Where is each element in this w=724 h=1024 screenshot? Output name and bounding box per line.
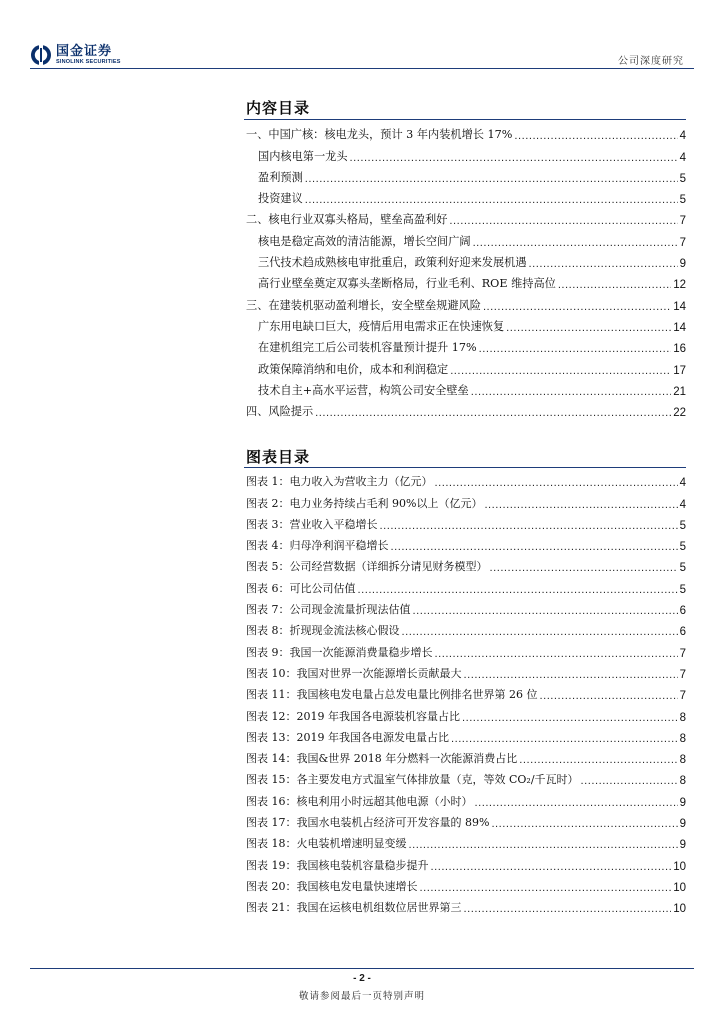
figure-entry-page: 5 bbox=[679, 519, 686, 532]
figure-entry-page: 10 bbox=[673, 881, 686, 894]
contents-entry[interactable] bbox=[246, 249, 686, 270]
figure-entry-page: 4 bbox=[679, 477, 686, 490]
figure-entry-label: 图表 17：我国水电装机占经济可开发容量的 89% bbox=[246, 816, 490, 830]
figure-entry-page: 7 bbox=[679, 668, 686, 681]
contents-title: 内容目录 bbox=[246, 99, 311, 117]
leader-dots bbox=[529, 258, 678, 270]
leader-dots bbox=[305, 194, 678, 206]
figure-entry[interactable] bbox=[246, 787, 686, 808]
figure-entry-page: 5 bbox=[679, 583, 686, 596]
leader-dots bbox=[315, 407, 671, 419]
figure-entry[interactable] bbox=[246, 596, 686, 617]
figure-entry-page: 8 bbox=[679, 775, 686, 788]
contents-entry-page: 14 bbox=[673, 300, 686, 313]
figure-entry-label: 图表 2：电力业务持续占毛利 90%以上（亿元） bbox=[246, 496, 483, 510]
contents-entry[interactable] bbox=[246, 291, 686, 312]
leader-dots bbox=[471, 386, 671, 398]
contents-entry-page: 17 bbox=[673, 364, 686, 377]
figure-entry-label: 图表 7：公司现金流量折现法估值 bbox=[246, 603, 411, 617]
footer-divider bbox=[30, 968, 694, 969]
contents-list bbox=[246, 121, 686, 419]
figure-entry-page: 8 bbox=[679, 754, 686, 767]
figure-entry-label: 图表 3：营业收入平稳增长 bbox=[246, 517, 378, 531]
figure-entry[interactable] bbox=[246, 660, 686, 681]
page-header bbox=[0, 0, 724, 72]
leader-dots bbox=[449, 215, 677, 227]
figure-entry[interactable] bbox=[246, 553, 686, 574]
contents-entry-label: 一、中国广核：核电龙头，预计 3 年内装机增长 17% bbox=[246, 128, 513, 142]
contents-entry-page: 12 bbox=[673, 279, 686, 292]
leader-dots bbox=[483, 301, 671, 313]
contents-entry-page: 5 bbox=[679, 194, 686, 207]
leader-dots bbox=[519, 754, 677, 766]
contents-entry-label: 盈利预测 bbox=[258, 170, 303, 184]
leader-dots bbox=[462, 712, 678, 724]
figure-entry-label: 图表 9：我国一次能源消费量稳步增长 bbox=[246, 645, 433, 659]
contents-entry[interactable] bbox=[246, 313, 686, 334]
leader-dots bbox=[491, 818, 677, 830]
leader-dots bbox=[451, 733, 678, 745]
figure-entry[interactable] bbox=[246, 873, 686, 894]
figure-entry[interactable] bbox=[246, 830, 686, 851]
contents-entry-label: 投资建议 bbox=[258, 192, 303, 206]
contents-entry[interactable] bbox=[246, 121, 686, 142]
contents-entry[interactable] bbox=[246, 334, 686, 355]
leader-dots bbox=[431, 861, 672, 873]
figure-entry-label: 图表 15：各主要发电方式温室气体排放量（克，等效 CO₂/千瓦时） bbox=[246, 773, 579, 787]
contents-entry-page: 4 bbox=[679, 151, 686, 164]
figure-entry-label: 图表 20：我国核电发电量快速增长 bbox=[246, 879, 418, 893]
figure-entry[interactable] bbox=[246, 745, 686, 766]
leader-dots bbox=[350, 152, 678, 164]
figure-entry-page: 6 bbox=[679, 605, 686, 618]
figure-entry-label: 图表 5：公司经营数据（详细拆分请见财务模型） bbox=[246, 560, 488, 574]
figure-entry[interactable] bbox=[246, 574, 686, 595]
leader-dots bbox=[413, 605, 678, 617]
contents-entry-page: 9 bbox=[679, 258, 686, 271]
figure-entry[interactable] bbox=[246, 468, 686, 489]
figure-entry[interactable] bbox=[246, 489, 686, 510]
leader-dots bbox=[380, 520, 678, 532]
header-divider bbox=[30, 68, 694, 69]
figure-entry-label: 图表 4：归母净利润平稳增长 bbox=[246, 539, 389, 553]
figure-entry-page: 9 bbox=[679, 818, 686, 831]
figure-entry-label: 图表 6：可比公司估值 bbox=[246, 581, 356, 595]
leader-dots bbox=[581, 775, 678, 787]
leader-dots bbox=[420, 882, 672, 894]
leader-dots bbox=[490, 562, 678, 574]
figure-entry[interactable] bbox=[246, 638, 686, 659]
contents-entry[interactable] bbox=[246, 164, 686, 185]
contents-entry[interactable] bbox=[246, 398, 686, 419]
figure-entry-label: 图表 13：2019 年我国各电源发电量占比 bbox=[246, 730, 449, 744]
contents-entry-page: 7 bbox=[679, 215, 686, 228]
figure-entry[interactable] bbox=[246, 724, 686, 745]
leader-dots bbox=[402, 626, 678, 638]
figure-entry-label: 图表 21：我国在运核电机组数位居世界第三 bbox=[246, 901, 462, 915]
sinolink-logo-icon bbox=[30, 44, 52, 66]
contents-entry-label: 二、核电行业双寡头格局，壁垒高盈利好 bbox=[246, 213, 448, 227]
contents-entry[interactable] bbox=[246, 270, 686, 291]
figure-entry-page: 7 bbox=[679, 647, 686, 660]
leader-dots bbox=[506, 322, 671, 334]
figure-entry[interactable] bbox=[246, 681, 686, 702]
leader-dots bbox=[558, 279, 671, 291]
contents-entry[interactable] bbox=[246, 206, 686, 227]
brand-name-cn: 国金证券 bbox=[56, 43, 113, 59]
figure-entry[interactable] bbox=[246, 511, 686, 532]
figures-title: 图表目录 bbox=[246, 448, 311, 466]
leader-dots bbox=[464, 669, 678, 681]
leader-dots bbox=[409, 839, 678, 851]
contents-entry-label: 广东用电缺口巨大，疫情后用电需求正在快速恢复 bbox=[258, 319, 505, 333]
figure-entry[interactable] bbox=[246, 702, 686, 723]
contents-entry-page: 22 bbox=[673, 407, 686, 420]
brand-logo bbox=[30, 42, 121, 68]
leader-dots bbox=[475, 797, 678, 809]
figure-entry-page: 5 bbox=[679, 541, 686, 554]
figure-entry[interactable] bbox=[246, 617, 686, 638]
leader-dots bbox=[450, 365, 671, 377]
figure-entry-label: 图表 14：我国&世界 2018 年分燃料一次能源消费占比 bbox=[246, 752, 518, 766]
contents-entry-label: 国内核电第一龙头 bbox=[258, 149, 348, 163]
contents-entry-label: 政策保障消纳和电价，成本和利润稳定 bbox=[258, 362, 449, 376]
figure-entry-page: 6 bbox=[679, 626, 686, 639]
contents-entry-page: 21 bbox=[673, 385, 686, 398]
contents-entry[interactable] bbox=[246, 227, 686, 248]
contents-title-rule bbox=[244, 119, 686, 120]
figure-entry-page: 5 bbox=[679, 562, 686, 575]
figure-entry-page: 9 bbox=[679, 796, 686, 809]
figure-entry-label: 图表 8：折现现金流法核心假设 bbox=[246, 624, 400, 638]
leader-dots bbox=[539, 690, 677, 702]
contents-entry-label: 高行业壁垒奠定双寡头垄断格局，行业毛利、ROE 维持高位 bbox=[258, 277, 556, 291]
contents-entry-label: 三代技术趋成熟核电审批重启，政策利好迎来发展机遇 bbox=[258, 256, 527, 270]
leader-dots bbox=[484, 499, 677, 511]
figure-entry-label: 图表 10：我国对世界一次能源增长贡献最大 bbox=[246, 666, 462, 680]
leader-dots bbox=[514, 130, 677, 142]
contents-entry-label: 技术自主+高水平运营，构筑公司安全壁垒 bbox=[258, 383, 469, 397]
contents-entry[interactable] bbox=[246, 142, 686, 163]
brand-name-en: SINOLINK SECURITIES bbox=[56, 58, 121, 65]
leader-dots bbox=[473, 237, 678, 249]
figure-entry[interactable] bbox=[246, 851, 686, 872]
leader-dots bbox=[358, 584, 678, 596]
contents-entry-page: 5 bbox=[679, 172, 686, 185]
figure-entry[interactable] bbox=[246, 809, 686, 830]
leader-dots bbox=[391, 541, 678, 553]
figure-entry-label: 图表 12：2019 年我国各电源装机容量占比 bbox=[246, 709, 460, 723]
figure-entry-page: 8 bbox=[679, 711, 686, 724]
figure-entry[interactable] bbox=[246, 532, 686, 553]
contents-entry-label: 三、在建装机驱动盈利增长，安全壁垒规避风险 bbox=[246, 298, 481, 312]
contents-entry-label: 四、风险提示 bbox=[246, 405, 314, 419]
contents-entry[interactable] bbox=[246, 185, 686, 206]
contents-entry-page: 4 bbox=[679, 130, 686, 143]
figure-entry-page: 7 bbox=[679, 690, 686, 703]
contents-entry-label: 核电是稳定高效的清洁能源，增长空间广阔 bbox=[258, 234, 471, 248]
figure-entry-label: 图表 11：我国核电发电量占总发电量比例排名世界第 26 位 bbox=[246, 688, 538, 702]
figure-entry-page: 4 bbox=[679, 498, 686, 511]
leader-dots bbox=[435, 477, 678, 489]
contents-entry[interactable] bbox=[246, 377, 686, 398]
figure-entry-label: 图表 16：核电利用小时远超其他电源（小时） bbox=[246, 794, 473, 808]
contents-entry-label: 在建机组完工后公司装机容量预计提升 17% bbox=[258, 341, 477, 355]
leader-dots bbox=[305, 173, 678, 185]
figure-entry-page: 10 bbox=[673, 903, 686, 916]
figures-list bbox=[246, 468, 686, 915]
leader-dots bbox=[464, 903, 672, 915]
page-number: - 2 - bbox=[353, 973, 371, 984]
disclaimer: 敬请参阅最后一页特别声明 bbox=[298, 991, 425, 1002]
contents-entry-page: 16 bbox=[673, 343, 686, 356]
leader-dots bbox=[479, 343, 672, 355]
contents-entry-page: 7 bbox=[679, 236, 686, 249]
figure-entry-label: 图表 18：火电装机增速明显变缓 bbox=[246, 837, 407, 851]
figure-entry[interactable] bbox=[246, 894, 686, 915]
figure-entry[interactable] bbox=[246, 766, 686, 787]
report-type-label: 公司深度研究 bbox=[618, 56, 684, 67]
figure-entry-page: 9 bbox=[679, 839, 686, 852]
contents-entry-page: 14 bbox=[673, 321, 686, 334]
leader-dots bbox=[435, 648, 678, 660]
contents-entry[interactable] bbox=[246, 355, 686, 376]
figure-entry-page: 10 bbox=[673, 860, 686, 873]
figure-entry-page: 8 bbox=[679, 732, 686, 745]
figure-entry-label: 图表 19：我国核电装机容量稳步提升 bbox=[246, 858, 429, 872]
figure-entry-label: 图表 1：电力收入为营收主力（亿元） bbox=[246, 475, 433, 489]
